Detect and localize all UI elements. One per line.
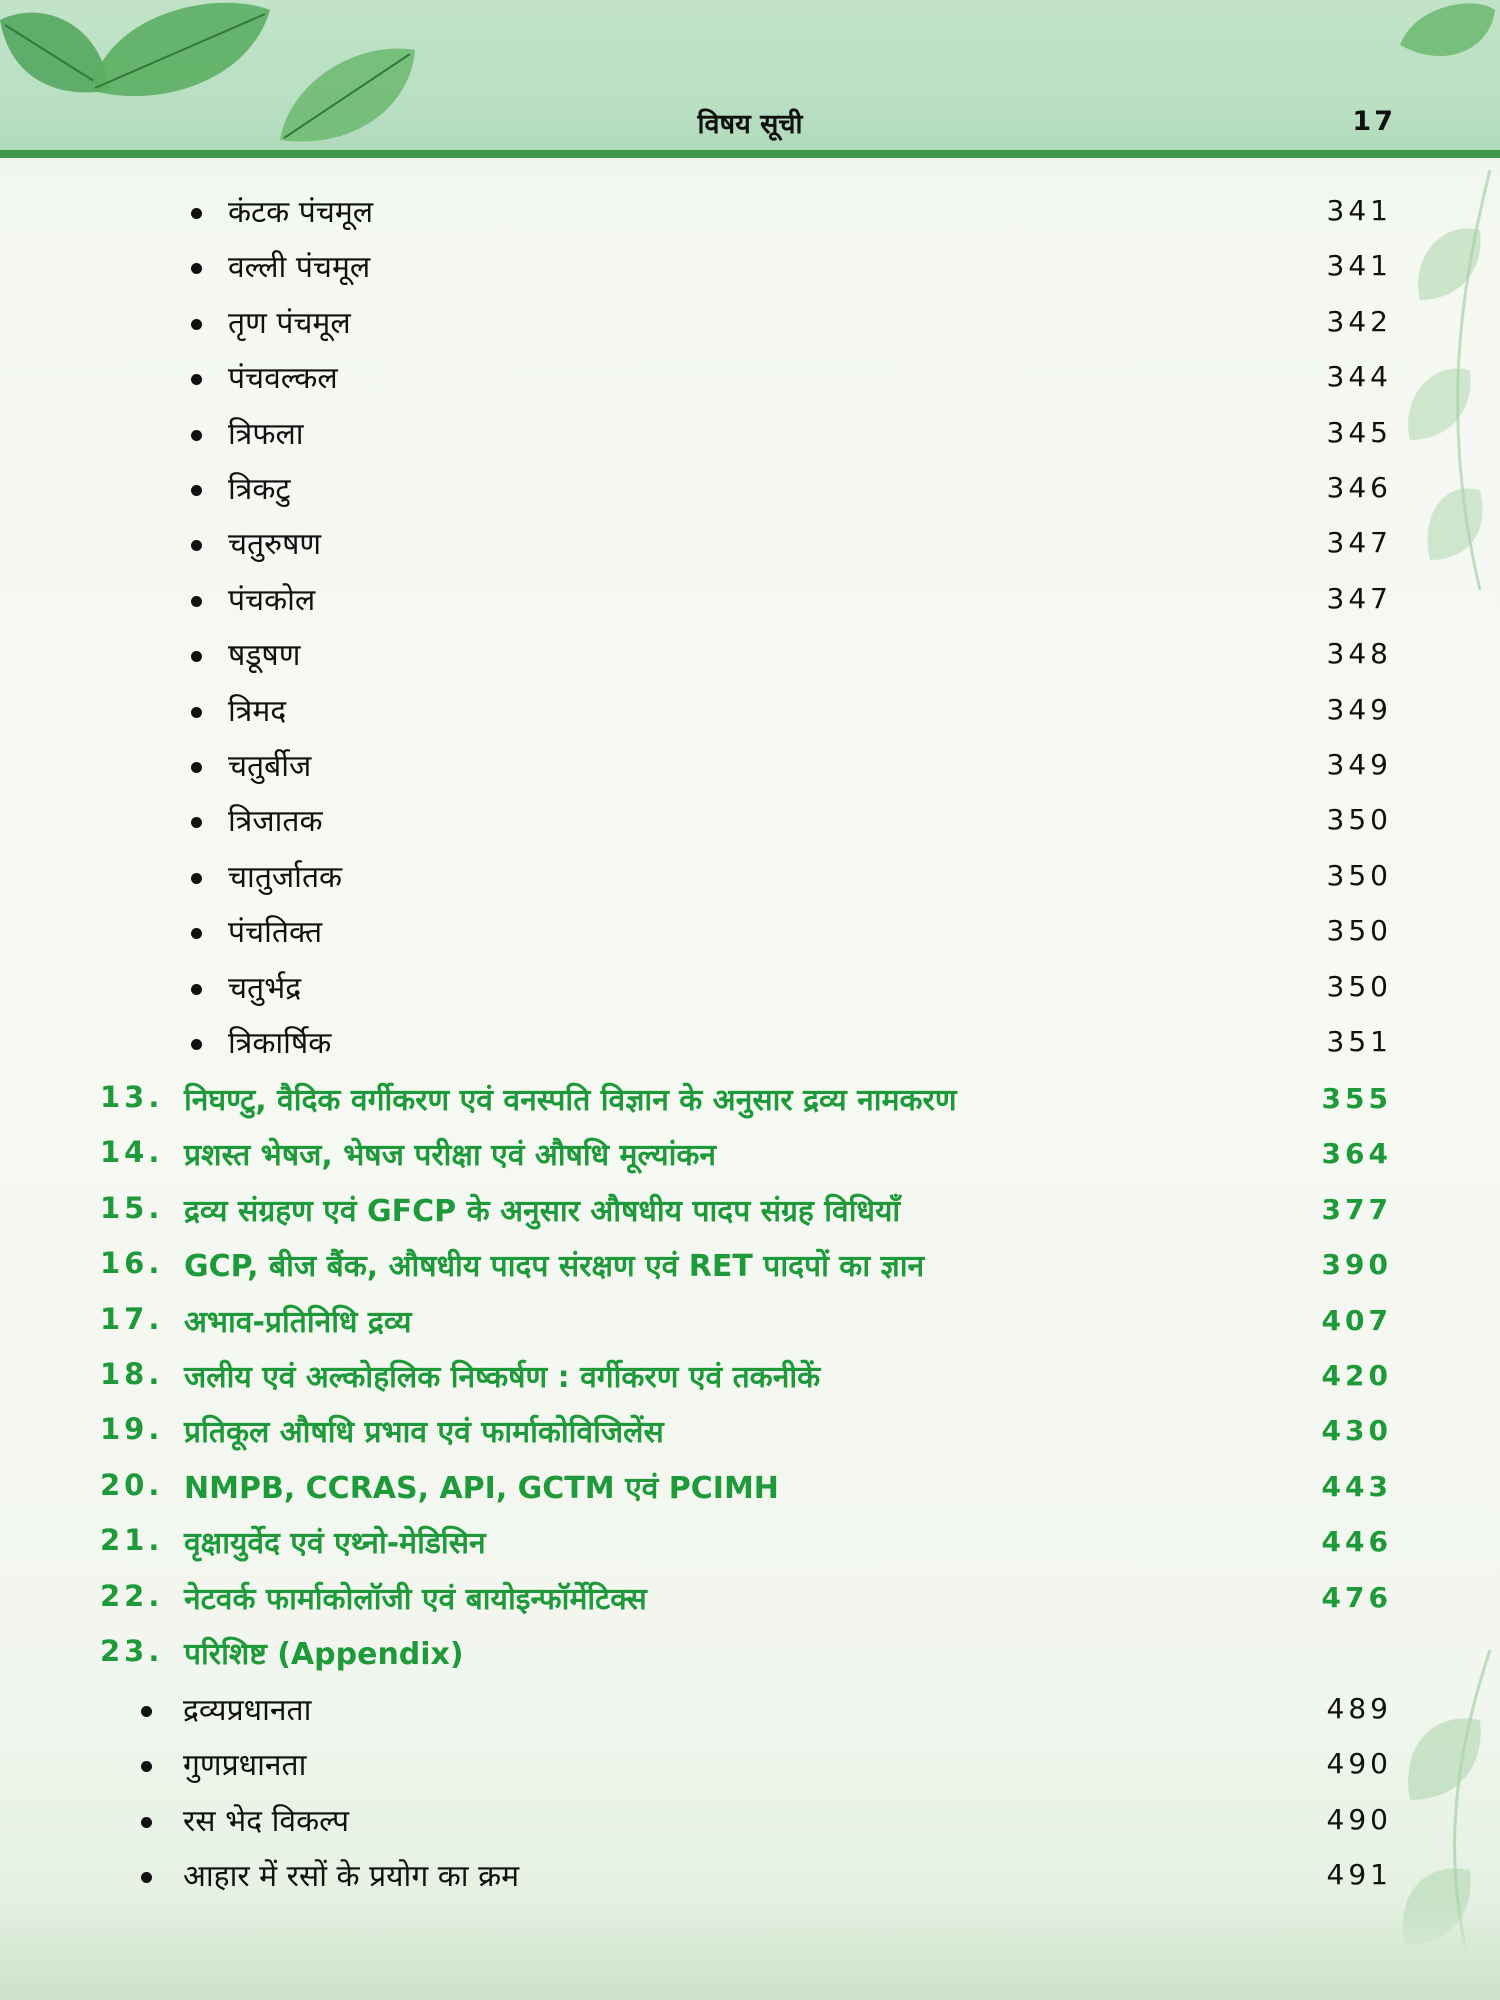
chapter-title[interactable]: NMPB, CCRAS, API, GCTM एवं PCIMH	[184, 1470, 779, 1506]
bullet-icon	[141, 1817, 152, 1828]
chapter-title[interactable]: परिशिष्ट (Appendix)	[184, 1637, 464, 1672]
item-label[interactable]: तृण पंचमूल	[228, 305, 351, 341]
page-ref: 346	[1326, 471, 1392, 504]
bullet-icon	[191, 873, 202, 884]
chapter-title[interactable]: प्रतिकूल औषधि प्रभाव एवं फार्माकोविजिलेंस	[184, 1415, 664, 1451]
chapter-number: 22.	[100, 1578, 164, 1613]
item-label[interactable]: रस भेद विकल्प	[183, 1803, 350, 1839]
chapter-number: 20.	[100, 1467, 164, 1502]
toc-subitem	[0, 518, 1500, 570]
toc-subitem	[0, 685, 1500, 737]
page-ref: 489	[1326, 1692, 1392, 1725]
item-label[interactable]: चतुर्बीज	[228, 749, 312, 784]
page-ref: 347	[1326, 526, 1392, 560]
bullet-icon	[191, 817, 202, 828]
page-ref: 347	[1326, 581, 1392, 615]
item-label[interactable]: चातुर्जातक	[228, 859, 343, 895]
chapter-title[interactable]: अभाव-प्रतिनिधि द्रव्य	[184, 1304, 412, 1340]
page-ref: 377	[1321, 1192, 1392, 1226]
item-label[interactable]: त्रिमद	[228, 693, 287, 729]
toc-chapter	[0, 1240, 1500, 1292]
item-label[interactable]: चतुरुषण	[228, 527, 322, 563]
item-label[interactable]: पंचतिक्त	[228, 915, 323, 951]
page-ref: 390	[1321, 1248, 1392, 1282]
item-label[interactable]: पंचवल्कल	[228, 361, 338, 397]
item-label[interactable]: त्रिफला	[228, 416, 304, 452]
chapter-title[interactable]: नेटवर्क फार्माकोलॉजी एवं बायोइन्फॉर्मेटिक्स	[184, 1581, 647, 1617]
bullet-icon	[191, 707, 202, 718]
item-label[interactable]: षडूषण	[228, 638, 301, 674]
toc-appendix-item	[0, 1739, 1500, 1791]
toc-chapter	[0, 1462, 1500, 1514]
bottom-band	[0, 1900, 1500, 2000]
page-title: विषय सूची	[697, 109, 803, 140]
page-ref: 364	[1321, 1137, 1392, 1171]
item-label[interactable]: चतुर्भद्र	[228, 970, 302, 1006]
bullet-icon	[191, 208, 202, 219]
page-ref: 348	[1326, 637, 1392, 671]
page-ref: 350	[1326, 858, 1392, 892]
bullet-icon	[141, 1872, 152, 1883]
page-ref: 341	[1326, 194, 1392, 227]
bullet-icon	[191, 984, 202, 995]
chapter-title[interactable]: वृक्षायुर्वेद एवं एथ्नो-मेडिसिन	[184, 1526, 486, 1562]
page-ref: 420	[1321, 1359, 1392, 1392]
toc-chapter	[0, 1296, 1500, 1348]
chapter-number: 18.	[100, 1357, 164, 1391]
toc-appendix-item	[0, 1795, 1500, 1847]
page-ref: 443	[1321, 1469, 1392, 1503]
page-ref: 430	[1321, 1414, 1392, 1448]
bullet-icon	[191, 928, 202, 939]
toc-subitem	[0, 740, 1500, 792]
bullet-icon	[141, 1761, 152, 1772]
page-ref: 350	[1326, 914, 1392, 948]
toc-subitem	[0, 463, 1500, 515]
page-number: 17	[1352, 106, 1396, 137]
chapter-number: 19.	[100, 1412, 164, 1447]
page-ref: 341	[1326, 249, 1392, 283]
chapter-title[interactable]: प्रशस्त भेषज, भेषज परीक्षा एवं औषधि मूल्यांकन	[184, 1138, 717, 1174]
page-ref: 490	[1326, 1747, 1392, 1781]
item-label[interactable]: वल्ली पंचमूल	[228, 250, 371, 286]
toc-subitem	[0, 851, 1500, 903]
page-ref: 351	[1326, 1025, 1392, 1058]
chapter-title[interactable]: जलीय एवं अल्कोहलिक निष्कर्षण : वर्गीकरण एवं तकनीकें	[184, 1360, 821, 1395]
toc-chapter	[0, 1129, 1500, 1181]
bullet-icon	[191, 1039, 202, 1050]
page-ref: 350	[1326, 803, 1392, 837]
bullet-icon	[191, 762, 202, 773]
item-label[interactable]: गुणप्रधानता	[183, 1748, 307, 1784]
toc-subitem	[0, 795, 1500, 847]
chapter-number: 21.	[100, 1523, 164, 1558]
toc-subitem	[0, 574, 1500, 626]
item-label[interactable]: आहार में रसों के प्रयोग का क्रम	[183, 1859, 520, 1895]
toc-subitem	[0, 241, 1500, 293]
chapter-title[interactable]: GCP, बीज बैंक, औषधीय पादप संरक्षण एवं RET पादपों का ज्ञान	[184, 1249, 925, 1285]
toc-appendix-item	[0, 1850, 1500, 1902]
chapter-number: 13.	[100, 1080, 164, 1114]
page-ref: 344	[1326, 360, 1392, 394]
bullet-icon	[191, 651, 202, 662]
item-label[interactable]: त्रिकटु	[228, 472, 291, 507]
page-ref: 446	[1321, 1525, 1392, 1559]
toc-chapter	[0, 1573, 1500, 1625]
chapter-title[interactable]: द्रव्य संग्रहण एवं GFCP के अनुसार औषधीय पादप संग्रह विधियाँ	[184, 1193, 901, 1229]
toc-subitem	[0, 186, 1500, 238]
toc-subitem	[0, 906, 1500, 958]
leaf-icon	[80, 0, 280, 110]
toc-subitem	[0, 297, 1500, 349]
page-ref: 350	[1326, 969, 1392, 1003]
toc-subitem	[0, 408, 1500, 460]
page-ref: 342	[1326, 304, 1392, 338]
page-ref: 349	[1326, 692, 1392, 726]
item-label[interactable]: त्रिजातक	[228, 804, 323, 840]
page-ref: 355	[1321, 1082, 1392, 1115]
item-label[interactable]: पंचकोल	[228, 582, 316, 618]
page-ref: 476	[1321, 1580, 1392, 1614]
page-ref: 491	[1326, 1858, 1392, 1892]
chapter-title[interactable]: निघण्टु, वैदिक वर्गीकरण एवं वनस्पति विज्ञान के अनुसार द्रव्य नामकरण	[184, 1083, 957, 1118]
chapter-number: 14.	[100, 1135, 164, 1170]
toc-subitem	[0, 629, 1500, 681]
bullet-icon	[141, 1706, 152, 1717]
item-label[interactable]: कंटक पंचमूल	[228, 195, 374, 230]
page-ref: 345	[1326, 415, 1392, 449]
toc-subitem	[0, 1017, 1500, 1069]
toc-subitem	[0, 962, 1500, 1014]
chapter-number: 17.	[100, 1301, 164, 1336]
leaf-icon	[1395, 0, 1500, 70]
bullet-icon	[191, 374, 202, 385]
toc-chapter	[0, 1351, 1500, 1403]
toc-chapter	[0, 1406, 1500, 1458]
bullet-icon	[191, 596, 202, 607]
toc-chapter	[0, 1517, 1500, 1569]
chapter-number: 16.	[100, 1246, 164, 1281]
bullet-icon	[191, 263, 202, 274]
page-ref: 490	[1326, 1802, 1392, 1836]
item-label[interactable]: द्रव्यप्रधानता	[183, 1693, 312, 1728]
item-label[interactable]: त्रिकार्षिक	[228, 1026, 332, 1061]
bullet-icon	[191, 485, 202, 496]
bullet-icon	[191, 319, 202, 330]
page-ref: 407	[1321, 1303, 1392, 1337]
chapter-number: 23.	[100, 1634, 164, 1668]
header-rule	[0, 150, 1500, 158]
page-ref: 349	[1326, 748, 1392, 781]
toc-appendix-item	[0, 1684, 1500, 1736]
toc-chapter	[0, 1628, 1500, 1680]
toc-chapter	[0, 1185, 1500, 1237]
chapter-number: 15.	[100, 1190, 164, 1225]
bullet-icon	[191, 430, 202, 441]
bullet-icon	[191, 540, 202, 551]
toc-subitem	[0, 352, 1500, 404]
toc-chapter	[0, 1074, 1500, 1126]
